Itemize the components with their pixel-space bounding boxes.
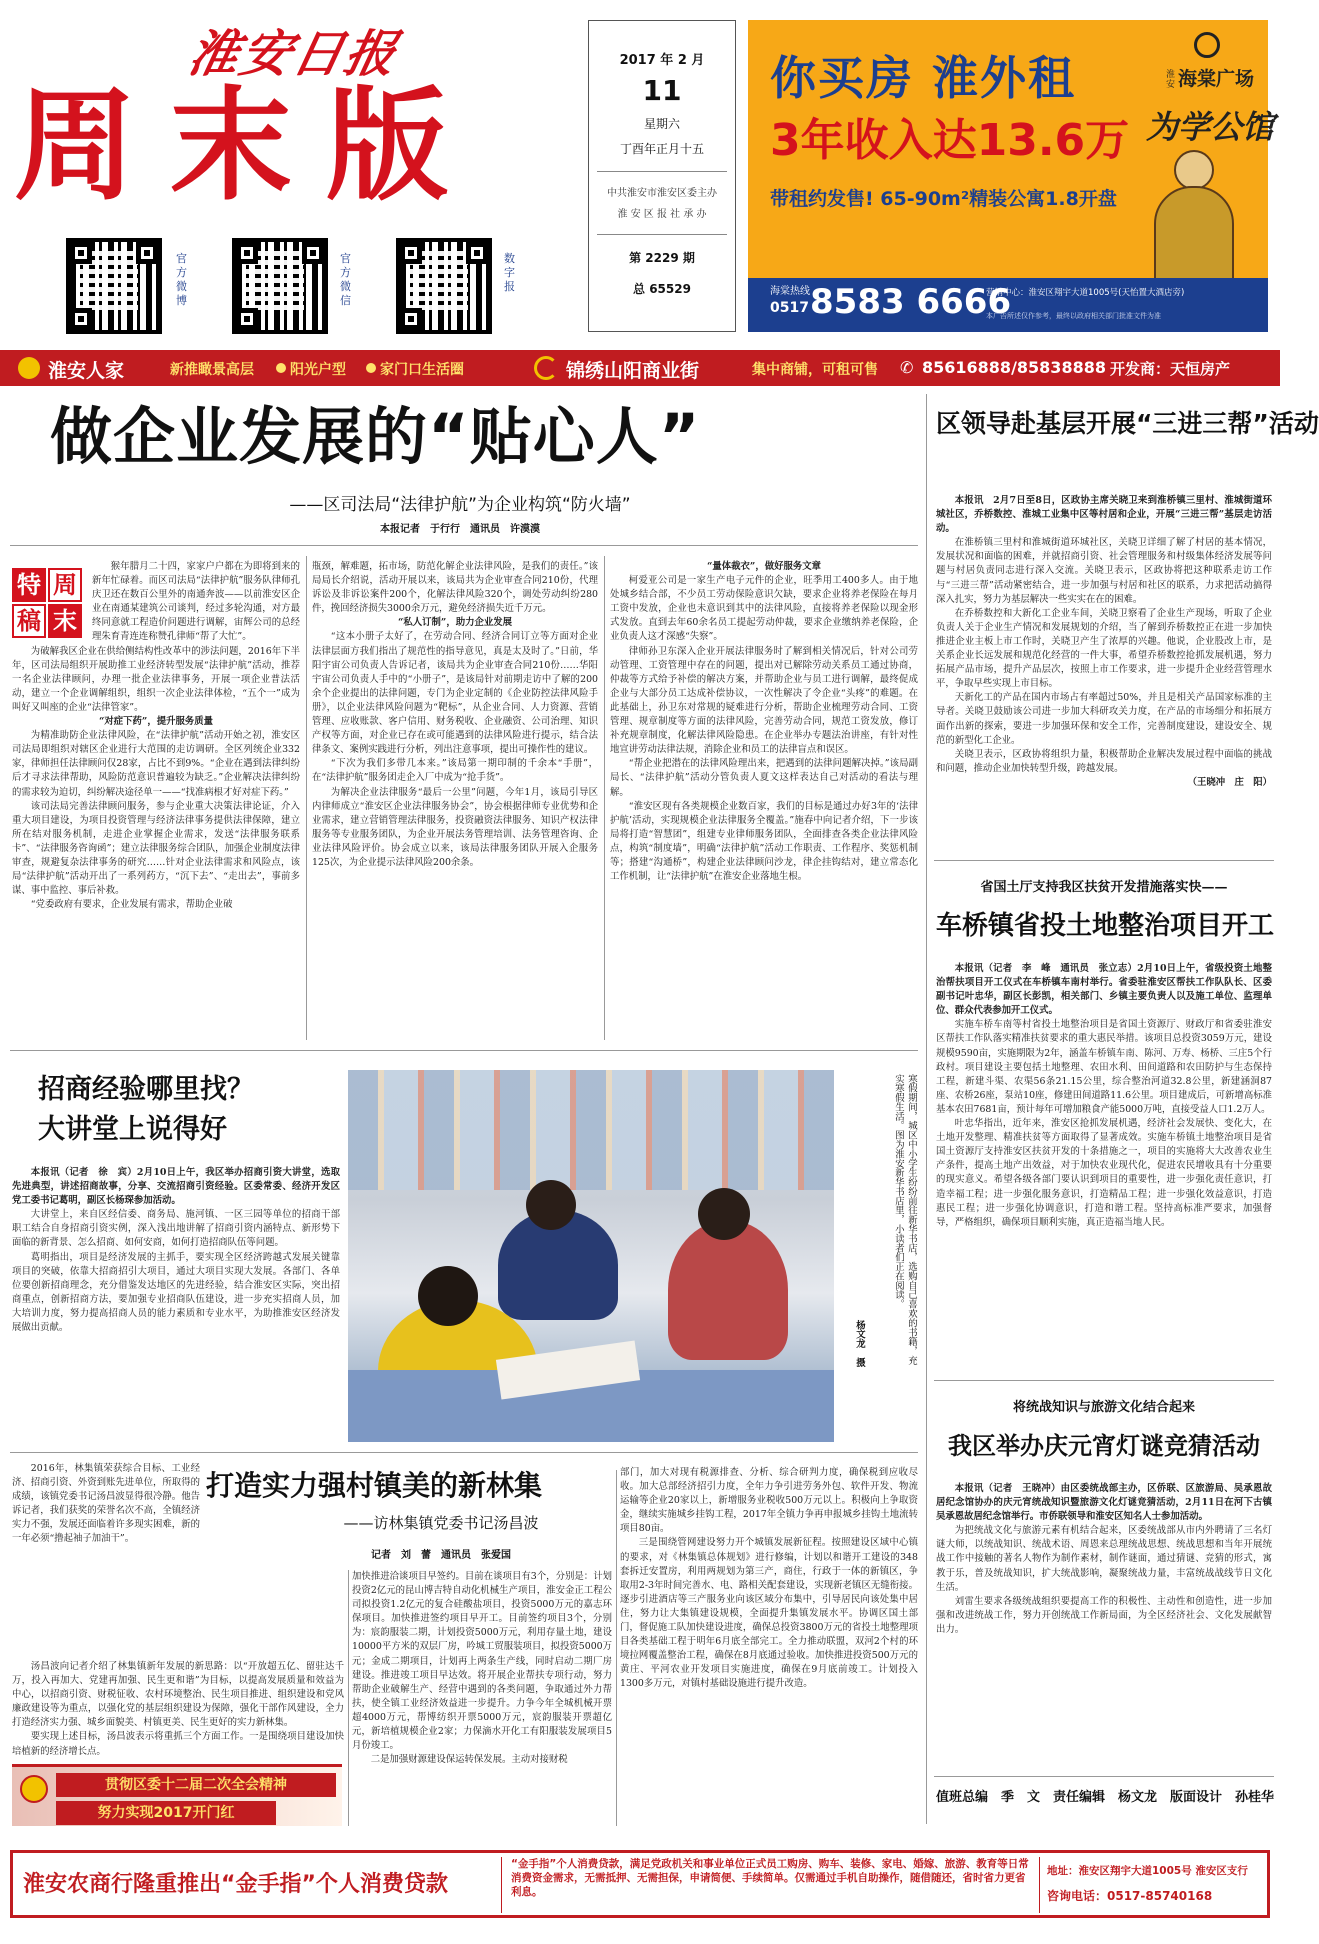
qr-label-wechat: 官方微信 bbox=[340, 252, 351, 307]
linji-story-byline: 记者 刘 蕾 通讯员 张爱国 bbox=[371, 1550, 511, 1561]
main-story-paragraph: 猴年腊月二十四，家家户户都在为即将到来的新年忙碌着。而区司法局“法律护航”服务队律师孔庆卫还在数百公里外的南通奔波——以前淮安区企业在南通某建筑公司谈判，经过多轮沟通，对方最终同意就工程造价问题进行调解，宙辉公司的总经理朱育青连连称赞孔律师“帮了大忙”。 bbox=[92, 561, 300, 643]
digital-paper-qr-code[interactable] bbox=[396, 238, 492, 334]
main-story-column-1 bbox=[12, 560, 300, 1040]
banner-right-brand: 锦绣山阳商业街 bbox=[566, 360, 700, 382]
main-story-paragraph: 柯爱亚公司是一家生产电子元件的企业，旺季用工400多人。由于地处城乡结合部，不少员工劳动保险意识欠缺，要求企业将养老保险在每月工资中发放，企业也未意识到其中的法律风险，直接将养老保险以现金形式发放。直到去年60余名员工提起劳动仲裁，要求企业缴纳养老保险，企业负责人这才深感“失察”。 bbox=[610, 575, 918, 643]
lantern-riddle-paragraph: 为把统战文化与旅游元素有机结合起来，区委统战部从市内外聘请了三名灯谜大师，以统战知识、统战术语、周恩来总理统战思想、统战思想和当年开展统战工作中接触的著名人物作为制作素材，制作谜面，通过猜谜、竞猜的形式，寓教于乐，普及统战知识，扩大统战影响，凝聚统战力量，丰富统战战线节日文化生活。 bbox=[936, 1525, 1272, 1593]
investment-paragraph: 本报讯（记者 徐 宾）2月10日上午，我区举办招商引资大讲堂，选取先进典型，讲述招商故事，分享、交流招商引资经验。区委常委、经济开发区党工委书记葛明，副区长杨琛参加活动。 bbox=[12, 1167, 340, 1207]
bank-ad-address: 地址：淮安区翔宇大道1005号 淮安区支行 bbox=[1047, 1865, 1248, 1877]
land-project-paragraph: 本报讯（记者 李 峰 通讯员 张立志）2月10日上午，省级投资土地整治帮扶项目开工仪式在车桥镇车南村举行。省委驻淮安区帮扶工作队队长、区委副书记叶忠华，副区长彭凯，相关部门、乡镇主要负责人以及施工单位、监理单位、群众代表参加开工仪式。 bbox=[936, 963, 1272, 1017]
linji-paragraph: 加快推进洽谈项目早签约。目前在谈项目有3个，分别是：计划投资2亿元的昆山博吉特自动化机械生产项目，淮安金正工程公司拟投资1.2亿元的复合硅酸盐项目，投资5000万元的嘉志环保项目。加快推进签约项目早开工。目前签约项目3个，分别为：宸韵服装二期，计划投资5000万元，利用存量土地，建设10000平方米的双层厂房，吟城工贸服装项目，拟投资5000万元；金成二期项目，计划再上两条生产线，同时启动二期厂房建设。推进竣工项目早达效。将开展企业帮扶专项行动，努力帮助企业破解生产、经营中遇到的各类问题，争取通过外力帮扶，使全镇工业经济效益进一步提升。力争今年全城机械开票超4000万元，帮博纺织开票5000万元，宸韵服装开票超亿元，新培植规模企业2家；力保滴水开化工有阳服装发展项目5月份竣工。 bbox=[352, 1571, 612, 1752]
ad-address: 营销中心：淮安区翔宇大道1005号(天怡置大酒店旁) bbox=[986, 288, 1185, 298]
investment-paragraph: 葛明指出，项目是经济发展的主抓手，要实现全区经济跨越式发展关键靠项目的突破，依靠大招商招引大项目，通过大项目实现大发展。各部门、各单位要创新招商理念，充分借鉴发达地区的先进经验，结合淮安区实际，突出招商重点，创新招商方法，要加强专业招商队伍建设，进一步充实招商人员，加大培训力度，努力提高招商人员的能力素质和专业水平，为助推淮安区经济发展做出贡献。 bbox=[12, 1251, 340, 1334]
bank-loan-ad[interactable] bbox=[10, 1850, 1270, 1918]
issue-lunar-date: 丁酉年正月十五 bbox=[619, 142, 704, 156]
ad-disclaimer: 本广告所述仅作参考，最终以政府相关部门批准文件为准 bbox=[986, 312, 1161, 320]
publisher-line-2: 淮 安 区 报 社 承 办 bbox=[617, 209, 707, 220]
ad-line-3: 带租约发售! 65-90m²精装公寓1.8开盘 bbox=[770, 188, 1117, 210]
party-banner bbox=[12, 1764, 342, 1826]
banner-item-3: 家门口生活圈 bbox=[380, 362, 464, 378]
photo-credit: 杨文龙 摄 bbox=[854, 1320, 865, 1367]
three-visits-paragraph: 天新化工的产品在国内市场占有率超过50%，并且是相关产品国家标准的主导者。关晓卫鼓励该公司进一步加大科研攻关力度，在产品的市场细分和拓展方面作出新的探索，要进一步加强环保和安全工作，完善制度建设，建设安全、规范的新型化工企业。 bbox=[936, 692, 1272, 746]
main-story-column-3 bbox=[610, 560, 918, 1040]
banner-developer: 开发商：天恒房产 bbox=[1110, 360, 1231, 378]
photo-caption: 寒假期间，城区中小学生纷纷前往新华书店，选购自己喜欢的书籍，充实寒假生活。图为淮安新华书店里，小读者们正在阅读。 bbox=[893, 1074, 917, 1366]
investment-title-line-1: 招商经验哪里找？ bbox=[38, 1074, 254, 1105]
paper-name: 淮安日报 bbox=[182, 24, 404, 83]
linji-story-subtitle: ——访林集镇党委书记汤昌波 bbox=[343, 1514, 539, 1532]
main-story-subhead: “私人订制”，助力企业发展 bbox=[398, 617, 512, 629]
ad-logo-icon bbox=[1194, 32, 1220, 58]
main-story-paragraph: “党委政府有要求，企业发展有需求，帮助企业破 bbox=[30, 899, 233, 911]
linji-paragraph: 汤昌波向记者介绍了林集镇新年发展的新思路：以“开放超五亿、留驻达千万，投入再加大、党建再加强、民生更和谐”为目标，以提高发展质量和效益为中心，以招商引资、财税征收、农村环境整治、民生项目推进、组织建设和党风廉政建设等为重点，以强化党的基层组织建设为保障，强化干部作风建设，全力打造经济实力强、城乡面貌美、村镇更美、民生更好的实力新林集。 bbox=[12, 1661, 344, 1729]
party-banner-line-1: 贯彻区委十二届二次全会精神 bbox=[56, 1773, 336, 1797]
land-project-story-body bbox=[936, 962, 1272, 1402]
main-story-paragraph: “下次为我们多带几本来。”该局第一期印制的千余本“手册”，在“法律护航”服务团走企入厂中成为“抢手货”。 bbox=[312, 758, 598, 784]
lantern-riddle-paragraph: 本报讯（记者 王晓冲）由区委统战部主办，区侨联、区旅游局、吴承恩故居纪念馆协办的庆元宵统战知识暨旅游文化灯谜竞猜活动，2月11日在河下古镇吴承恩故居纪念馆举行。市侨联领导和淮安区知名人士参加活动。 bbox=[936, 1483, 1272, 1523]
land-project-kicker: 省国土厅支持我区扶贫开发措施落实快—— bbox=[980, 880, 1228, 895]
lantern-riddle-story-body bbox=[936, 1482, 1272, 1772]
banner-left-brand: 淮安人家 bbox=[48, 360, 125, 382]
badge-char: 特 bbox=[12, 568, 46, 602]
issue-weekday: 星期六 bbox=[643, 117, 680, 131]
date-box bbox=[588, 20, 736, 332]
main-story-subhead: “量体裁衣”，做好服务文章 bbox=[707, 561, 821, 572]
linji-column-3 bbox=[620, 1466, 918, 1826]
banner-dot-icon bbox=[366, 363, 376, 373]
main-story-paragraph: 为破解我区企业在供给侧结构性改革中的涉法问题，2016年下半年，区司法局组织开展助推工业经济转型发展“法律护航”活动，推荐一名企业法律顾问，办理一批企业法律事务，开展一项企业普法活动，建立一个企业调解组织，组织一次企业法律体检，“五个一”成为叫好又叫座的企业“法律管家”。 bbox=[12, 645, 300, 713]
banner-swirl-icon bbox=[534, 356, 558, 380]
investment-paragraph: 大讲堂上，来自区经信委、商务局、施河镇、一区三园等单位的招商干部职工结合自身招商引资实例，深入浅出地讲解了招商引资内涵特点、新形势下面临的新背景、怎么招商、如何安商，如何打造招商队伍等问题。 bbox=[12, 1209, 340, 1249]
ad-slogan: 为学公馆 bbox=[1146, 108, 1275, 146]
linji-paragraph: 二是加强财源建设保运转保发展。主动对接财税 bbox=[370, 1754, 568, 1766]
editorial-credits: 值班总编 季 文 责任编辑 杨文龙 版面设计 孙桂华 bbox=[936, 1790, 1275, 1805]
main-story-paragraph: “帮企业把潜在的法律风险理出来，把遇到的法律问题解决掉。”该局副局长、“法律护航”活动分管负责人夏文这样表达自己对活动的看法与理解。 bbox=[610, 758, 918, 798]
banner-item-1: 新推瞰景高层 bbox=[170, 362, 254, 378]
linji-paragraph: 2016年，林集镇荣获综合目标、工业经济、招商引资、外资到账先进单位，所取得的成绩，该镇党委书记汤昌波显得很冷静。他告诉记者，我们获奖的荣誉名次不高，全镇经济实力不强，发展还面临着许多现实困难，新的一年必须“撸起袖子加油干”。 bbox=[12, 1463, 200, 1545]
linji-column-2 bbox=[352, 1570, 612, 1826]
bank-ad-phone[interactable]: 咨询电话：0517-85740168 bbox=[1047, 1889, 1213, 1903]
ad-headline-1: 你买房 淮外租 bbox=[770, 51, 1077, 105]
main-story-paragraph: “淮安区现有各类规模企业数百家，我们的目标是通过办好3年的‘法律护航’活动，实现规模企业法律服务全覆盖。”施春中向记者介绍，下一步该局将打造“智慧团”，组建专业律师服务团队，全面排查各类企业法律风险点，构筑“制度墙”，明确“法律护航”活动工作职责、工作程序、奖惩机制等；搭建“沟通桥”，构建企业法律顾问沙龙，律企挂钩结对，建立常态化工作机制，让“法律护航”在淮安企业落地生根。 bbox=[610, 800, 918, 883]
total-issue-number: 总 65529 bbox=[633, 282, 691, 296]
badge-char: 稿 bbox=[12, 604, 46, 638]
badge-char: 周 bbox=[48, 568, 82, 602]
party-banner-line-2: 努力实现2017开门红 bbox=[56, 1801, 276, 1825]
main-story-paragraph: 瓶颈，解难题，拓市场，防范化解企业法律风险，是我们的责任。”该局局长介绍说，活动开展以来，该局共为企业审查合同210份，代理诉讼及非诉讼案件200个，化解法律风险320个，调处劳动纠纷280件，挽回经济损失3000余万元，避免经济损失近千万元。 bbox=[312, 561, 598, 615]
ad-brand-small: 淮安 bbox=[1166, 70, 1176, 90]
land-project-paragraph: 实施车桥车南等村省投土地整治项目是省国土资源厅、财政厅和省委驻淮安区帮扶工作队落实精准扶贫要求的重大惠民举措。该项目总投资3059万元，建设规模9590亩，实施期限为2年，涵盖车桥镇车南、陈河、万寿、杨桥、三庄5个行政村。项目建设主要包括土地整理、农田水利、田间道路和农田防护与生态保持工程，新建斗渠、农渠56条21.15公里，综合整治河道32.8公里，新建涵洞87座、农桥26座，泵站10座，修建田间道路11.6公里。项目建成后，可新增高标准基本农田7681亩，预计每年可增加粮食产能5000万吨，直接受益人口1.2万人。 bbox=[936, 1019, 1272, 1115]
three-visits-paragraph: 关晓卫表示，区政协将组织力量，积极帮助企业解决发展过程中面临的挑战和问题，推动企业加快转型升级，跨越发展。 bbox=[936, 748, 1272, 774]
main-story-title: 做企业发展的“贴心人” bbox=[50, 400, 701, 473]
main-story-column-2 bbox=[312, 560, 598, 1040]
linji-story-title: 打造实力强村镇美的新林集 bbox=[206, 1469, 543, 1502]
three-visits-story-body bbox=[936, 494, 1272, 850]
issue-day: 11 bbox=[642, 74, 682, 107]
wechat-qr-code[interactable] bbox=[232, 238, 328, 334]
issue-date: 2017 年 2 月 bbox=[619, 53, 705, 68]
ad-tel-label: 海棠热线 bbox=[770, 286, 810, 297]
ad-headline-2: 3年收入达13.6万 bbox=[770, 115, 1130, 166]
main-story-subtitle: ——区司法局“法律护航”为企业构筑“防火墙” bbox=[289, 495, 631, 515]
bank-ad-description: “金手指”个人消费贷款，满足党政机关和事业单位正式员工购房、购车、装修、家电、婚嫁、旅游、教育等日常消费资金需求，无需抵押、无需担保，申请简便、手续简单。仅需通过手机自助操作，随借随还，省时省力更省利息。 bbox=[511, 1858, 1029, 1898]
party-emblem-icon bbox=[20, 1775, 48, 1803]
main-story-subhead: “对症下药”，提升服务质量 bbox=[99, 716, 213, 728]
three-visits-signature: （王晓冲 庄 阳） bbox=[1187, 776, 1272, 788]
investment-story-body bbox=[12, 1166, 340, 1442]
three-visits-paragraph: 在淮桥镇三里村和淮城街道环城社区，关晓卫详细了解了村居的基本情况，发展状况和面临的困难，并就招商引资、社会管理服务和村级集体经济发展等问题与村居负责同志进行深入交流。关晓卫表示，区政协将把这种联系走访工作与“三进三帮”活动紧密结合，进一步加强与村居和社区的联系，力求把活动搞得深入扎实，努力为基层解决一些实实在在的困难。 bbox=[936, 537, 1272, 605]
story-title-three-visits: 区领导赴基层开展“三进三帮”活动 bbox=[936, 409, 1319, 438]
land-project-paragraph: 叶忠华指出，近年来，淮安区抢抓发展机遇，经济社会发展快、变化大，在土地开发整理、精准扶贫等方面取得了显著成效。实施车桥镇土地整治项目是省国土资源厅支持淮安区扶贫开发的十条措施之一，项目的实施将大大改善农业生产条件，提高土地产出效益，对于加快农业现代化，促进农民增收具有十分重要的现实意义。希望各级各部门要认识到项目的重要性，进一步强化责任意识，打造幸福工程；进一步强化服务意识，打造精品工程；进一步强化效益意识，打造惠民工程；进一步强化协调意识，打造和谐工程。坚持高标准严要求，加强督导，严格组织，确保项目顺利实施，真正造福当地人民。 bbox=[936, 1118, 1272, 1228]
three-visits-paragraph: 在乔桥数控和大新化工企业车间，关晓卫察看了企业生产现场，听取了企业负责人关于企业生产情况和发展规划的介绍，当了解到乔桥数控正在进一步加快推进企业主板上市工作时，关晓卫产生了浓厚的兴趣。他说，企业股改上市，是关系企业长远发展和规范化经营的一件大事，希望乔桥数控抢抓发展机遇，努力拓展产品市场，提升产品层次，按照上市工作要求，进一步提升企业经营管理水平，争取早些实现上市目标。 bbox=[936, 607, 1272, 690]
linji-paragraph: 要实现上述目标，汤昌波表示将重抓三个方面工作。一是围绕项目建设加快培植新的经济增长点。 bbox=[12, 1731, 344, 1757]
main-story-byline: 本报记者 于行行 通讯员 许漠漠 bbox=[380, 524, 540, 535]
badge-char: 末 bbox=[48, 604, 82, 638]
banner-logo-icon bbox=[18, 357, 40, 379]
banner-item-2: 阳光户型 bbox=[290, 362, 346, 378]
edition-title: 周末版 bbox=[14, 75, 482, 217]
main-story-paragraph: 律师孙卫东深入企业开展法律服务时了解到相关情况后，针对公司劳动管理、工资管理中存在的问题，提出对已解除劳动关系员工通过协商，仲裁等方式给予补偿的解决方案，并帮助企业与员工进行调解，最终促成企业与大部分员工达成补偿协议，一次性解决了令企业“头疼”的难题。在此基础上，孙卫东对常规的疑难进行分析，帮助企业梳理劳动合同、工资管理、规章制度等方面的法律风险，完善劳动合同，规范工资发放，修订补充规章制度，化解法律风险隐患。在企业举办专题法治讲座，有针对性地宣讲劳动法律法规，消除企业和员工的法律盲点和误区。 bbox=[610, 645, 918, 756]
linji-column-1b bbox=[12, 1660, 344, 1770]
ad-phone-number[interactable]: 8583 6666 bbox=[810, 282, 1012, 322]
banner-right-items: 集中商铺，可租可售 bbox=[752, 362, 878, 378]
qr-label-weibo: 官方微博 bbox=[176, 252, 187, 307]
phone-icon: ✆ bbox=[900, 358, 914, 377]
bank-ad-headline: 淮安农商行隆重推出“金手指”个人消费贷款 bbox=[23, 1872, 448, 1897]
ad-brand: 海棠广场 bbox=[1178, 68, 1255, 90]
banner-phone[interactable]: 85616888/85838888 bbox=[922, 358, 1106, 377]
real-estate-ad[interactable] bbox=[748, 20, 1275, 332]
three-visits-paragraph: 本报讯 2月7日至8日，区政协主席关晓卫来到淮桥镇三里村、淮城街道环城社区，乔桥数控、淮城工业集中区等村居和企业，开展“三进三帮”基层走访活动。 bbox=[936, 495, 1272, 535]
main-story-paragraph: “这本小册子太好了，在劳动合同、经济合同订立等方面对企业法律层面方我们指出了规范性的指导意见，真是太及时了。”日前，华阳宇宙公司负责人告诉记者，该局共为企业审查合同210份……华阳宇宙公司负责人手中的“小册子”，是该局针对前期走访中了解的200余个企业提出的法律问题，专门为企业定制的《企业防控法律风险手册》，以企业法律风险问题为“靶标”，从企业合同、人力资源、营销管理、应收账款、客户信用、财务税收、企业融资、公司治理、知识产权等方面，对企业已存在或可能遇到的法律风险进行提示，结合法律条文、案例实践进行分析，列出注意事项，提出可操作性的建议。 bbox=[312, 631, 598, 756]
property-banner[interactable] bbox=[0, 350, 1280, 386]
issue-number: 第 2229 期 bbox=[629, 251, 695, 265]
publisher-line-1: 中共淮安市淮安区委主办 bbox=[607, 188, 717, 199]
story-title-land-project: 车桥镇省投土地整治项目开工 bbox=[936, 911, 1275, 941]
lantern-riddle-kicker: 将统战知识与旅游文化结合起来 bbox=[1012, 1400, 1195, 1415]
qr-label-digital: 数字报 bbox=[504, 252, 515, 293]
main-story-paragraph: 为精准助防企业法律风险，在“法律护航”活动开始之初，淮安区司法局即组织对辖区企业进行大范围的走访调研。全区列统企业332家，律师担任法律顾问仅28家，占比不到9%。“企业在遇到法律纠纷后才寻求法律帮助，风险防范意识普遍较为缺乏。”企业解决法律纠纷的需求较为迫切，纠纷解决途径单一——“找准病根才好对症下药。” bbox=[12, 730, 300, 798]
main-story-paragraph: 为解决企业法律服务“最后一公里”问题，今年1月，该局引导区内律师成立“淮安区企业法律服务协会”，协会根据律师专业优势和企业需求，建立营销管理法律服务，投资融资法律服务、知识产权法律服务等专业服务团队，为企业开展法务管理培训、法务管理咨询、企业法律风险评价。协会成立以来，该局法律服务团队开展入企服务125次，为企业提示法律风险200余条。 bbox=[312, 786, 598, 868]
banner-dot-icon bbox=[276, 363, 286, 373]
linji-paragraph: 三是围绕管网建设努力开个城镇发展新征程。按照建设区域中心镇的要求，对《林集镇总体规划》进行修编，计划以和谐开工建设的348套拆迁安置房，利用两规划为第三产，商住，行政于一体的新镇区，争取用2-3年时间完善水、电、路相关配套建设，实现新老镇区无缝衔接。逐步引进酒店等三产服务业向该区域分布集中，引导居民向该处集中居住，努力让大集镇建设规模，全面提升集镇发展水平。协调区国土部门，督促施工队加快建设进度，确保总投资3800万元的省投土地整理项目各类基础工程于明年6月底全部完工。全力推动联盟，双河2个村的环境拉网覆盖整治工程，确保在8月底通过验收。加快推进投资500万元的黄庄、平河农业开发项目实施进度，确保在9月底前竣工。计划投入1300多万元，对镇村基础设施进行提升改造。 bbox=[620, 1537, 918, 1690]
investment-title-line-2: 大讲堂上说得好 bbox=[38, 1114, 227, 1145]
story-title-lantern-riddle: 我区举办庆元宵灯谜竞猜活动 bbox=[948, 1432, 1260, 1460]
ad-area-code: 0517 bbox=[770, 300, 809, 316]
bookstore-photo bbox=[348, 1070, 834, 1442]
linji-paragraph: 部门，加大对现有税源排查、分析、综合研判力度，确保税到应收尽收。加大总部经济招引力度，全年力争引进劳务外包、软件开发、物流运输等企业20家以上，新增服务业税收500万元以上。积极向上争取资金，继续实施城乡挂钩工程，2017年全镇力争再申报城乡挂钩土地流转项目80亩。 bbox=[620, 1467, 918, 1535]
lantern-riddle-paragraph: 刘雷生要求各级统战组织要提高工作的积极性、主动性和创造性，进一步加强和改进统战工作，努力开创统战工作新局面，为全区经济社会、文化发展献智出力。 bbox=[936, 1595, 1272, 1635]
main-story-paragraph: 该司法局完善法律顾问服务，参与企业重大决策法律论证，介入重大项目建设，为项目投资管理与经济法律事务提供法律保障，建立所在结对服务机制，走进企业掌握企业需求，发送“法律服务联系卡”、“法律服务咨询函”；建立法律服务综合团队，加强企业制度法律审查，规避复杂法律事务的研究……针对企业法律需求和风险点，该局“法律护航”活动开出了一系列药方，“沉下去”、“走出去”，事前多谋、事中监控、事后补救。 bbox=[12, 800, 300, 897]
weibo-qr-code-visible[interactable] bbox=[66, 238, 162, 334]
